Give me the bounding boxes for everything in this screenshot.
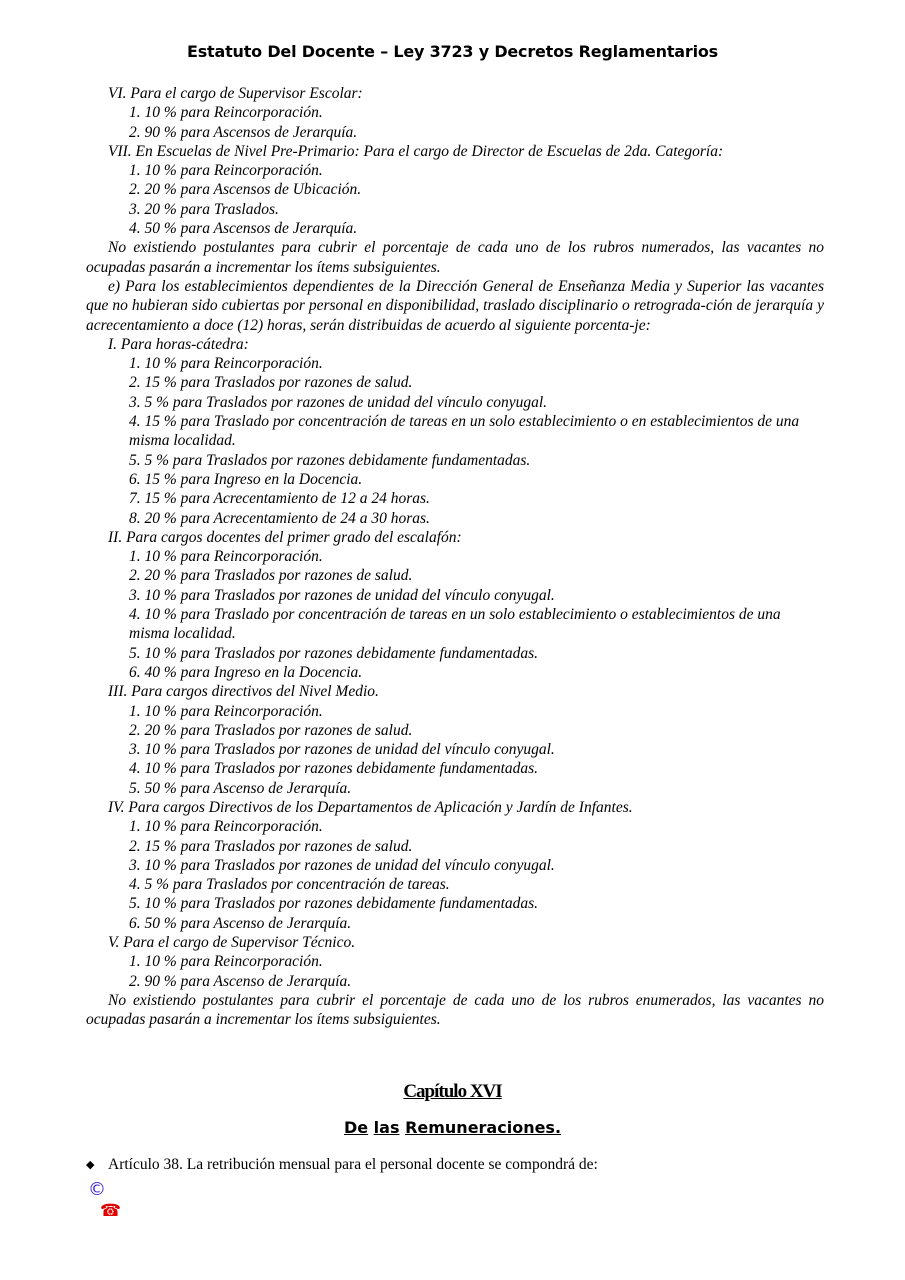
list-item: 2. 90 % para Ascensos de Jerarquía.	[129, 123, 358, 141]
section-heading-line: IV. Para cargos Directivos de los Departamentos de Aplicación y Jardín de Infantes.	[108, 798, 633, 816]
list-item: 1. 10 % para Reincorporación.	[129, 548, 323, 566]
list-item: 5. 10 % para Traslados por razones debidamente fundamentadas.	[129, 895, 539, 913]
list-item: 4. 15 % para Traslado por concentración de tareas en un solo establecimiento o en establecimientos de una misma localidad.	[129, 413, 800, 450]
section-title-word: las	[373, 1118, 400, 1137]
list-item: 4. 5 % para Traslados por concentración de tareas.	[129, 876, 450, 894]
body-paragraph: e) Para los establecimientos dependientes de la Dirección General de Enseñanza Media y Superior las vacantes que no hubieran sido cubiertas por personal en disponibilidad, traslado disciplinario o retrograda-ción de jerarquía y acrecentamiento a doce (12) horas, serán distribuidas de acuerdo al siguiente porcenta-je:	[86, 277, 824, 334]
body-paragraph: No existiendo postulantes para cubrir el porcentaje de cada uno de los rubros numerados, las vacantes no ocupadas pasarán a incrementar los ítems subsiguientes.	[86, 239, 824, 276]
list-item: 4. 10 % para Traslado por concentración de tareas en un solo establecimiento o establecimientos de una misma localidad.	[129, 606, 781, 643]
list-item: 2. 15 % para Traslados por razones de salud.	[129, 374, 413, 392]
article-text: Artículo 38. La retribución mensual para el personal docente se compondrá de:	[108, 1156, 598, 1173]
section-title	[0, 1118, 905, 1137]
section-heading-line: V. Para el cargo de Supervisor Técnico.	[108, 934, 356, 952]
article-38	[86, 1156, 826, 1174]
list-item: 1. 10 % para Reincorporación.	[129, 818, 323, 836]
list-item: 5. 10 % para Traslados por razones debidamente fundamentadas.	[129, 644, 539, 662]
list-item: 6. 15 % para Ingreso en la Docencia.	[129, 470, 363, 488]
list-item: 3. 10 % para Traslados por razones de unidad del vínculo conyugal.	[129, 856, 555, 874]
chapter-title: Capítulo XVI	[403, 1081, 502, 1102]
list-item: 1. 10 % para Reincorporación.	[129, 104, 323, 122]
list-item: 3. 20 % para Traslados.	[129, 200, 279, 218]
list-item: 2. 20 % para Traslados por razones de salud.	[129, 721, 413, 739]
section-heading-line: VII. En Escuelas de Nivel Pre-Primario: Para el cargo de Director de Escuelas de 2da. Categoría:	[108, 142, 724, 160]
list-item: 3. 5 % para Traslados por razones de unidad del vínculo conyugal.	[129, 393, 548, 411]
body-paragraph: No existiendo postulantes para cubrir el porcentaje de cada uno de los rubros enumerados, las vacantes no ocupadas pasarán a incrementar los ítems subsiguientes.	[86, 991, 824, 1029]
section-heading-line: II. Para cargos docentes del primer grado del escalafón:	[108, 528, 462, 546]
document-body	[86, 84, 824, 1030]
list-item: 2. 15 % para Traslados por razones de salud.	[129, 837, 413, 855]
list-item: 1. 10 % para Reincorporación.	[129, 953, 323, 971]
section-title-word: De	[343, 1118, 369, 1137]
diamond-bullet-icon: ◆	[86, 1159, 95, 1171]
list-item: 2. 90 % para Ascenso de Jerarquía.	[129, 972, 352, 990]
phone-icon: ☎	[100, 1201, 122, 1221]
list-item: 4. 10 % para Traslados por razones debidamente fundamentadas.	[129, 760, 539, 778]
section-title-word: Remuneraciones.	[405, 1118, 562, 1137]
list-item: 1. 10 % para Reincorporación.	[129, 162, 323, 180]
page-header-title: Estatuto Del Docente – Ley 3723 y Decretos Reglamentarios	[187, 42, 718, 61]
list-item: 6. 50 % para Ascenso de Jerarquía.	[129, 914, 352, 932]
list-item: 7. 15 % para Acrecentamiento de 12 a 24 horas.	[129, 490, 430, 508]
section-heading-line: I. Para horas-cátedra:	[108, 335, 249, 353]
list-item: 5. 5 % para Traslados por razones debidamente fundamentadas.	[129, 451, 531, 469]
list-item: 2. 20 % para Traslados por razones de salud.	[129, 567, 413, 585]
list-item: 1. 10 % para Reincorporación.	[129, 355, 323, 373]
list-item: 2. 20 % para Ascensos de Ubicación.	[129, 181, 362, 199]
list-item: 4. 50 % para Ascensos de Jerarquía.	[129, 220, 358, 238]
list-item: 8. 20 % para Acrecentamiento de 24 a 30 horas.	[129, 509, 430, 527]
list-item: 1. 10 % para Reincorporación.	[129, 702, 323, 720]
list-item: 3. 10 % para Traslados por razones de unidad del vínculo conyugal.	[129, 741, 555, 759]
section-heading-line: VI. Para el cargo de Supervisor Escolar:	[108, 85, 363, 102]
list-item: 6. 40 % para Ingreso en la Docencia.	[129, 663, 363, 681]
list-item: 5. 50 % para Ascenso de Jerarquía.	[129, 779, 352, 797]
list-item: 3. 10 % para Traslados por razones de unidad del vínculo conyugal.	[129, 586, 555, 604]
copyright-icon: ©	[88, 1179, 106, 1200]
section-heading-line: III. Para cargos directivos del Nivel Medio.	[108, 683, 379, 701]
